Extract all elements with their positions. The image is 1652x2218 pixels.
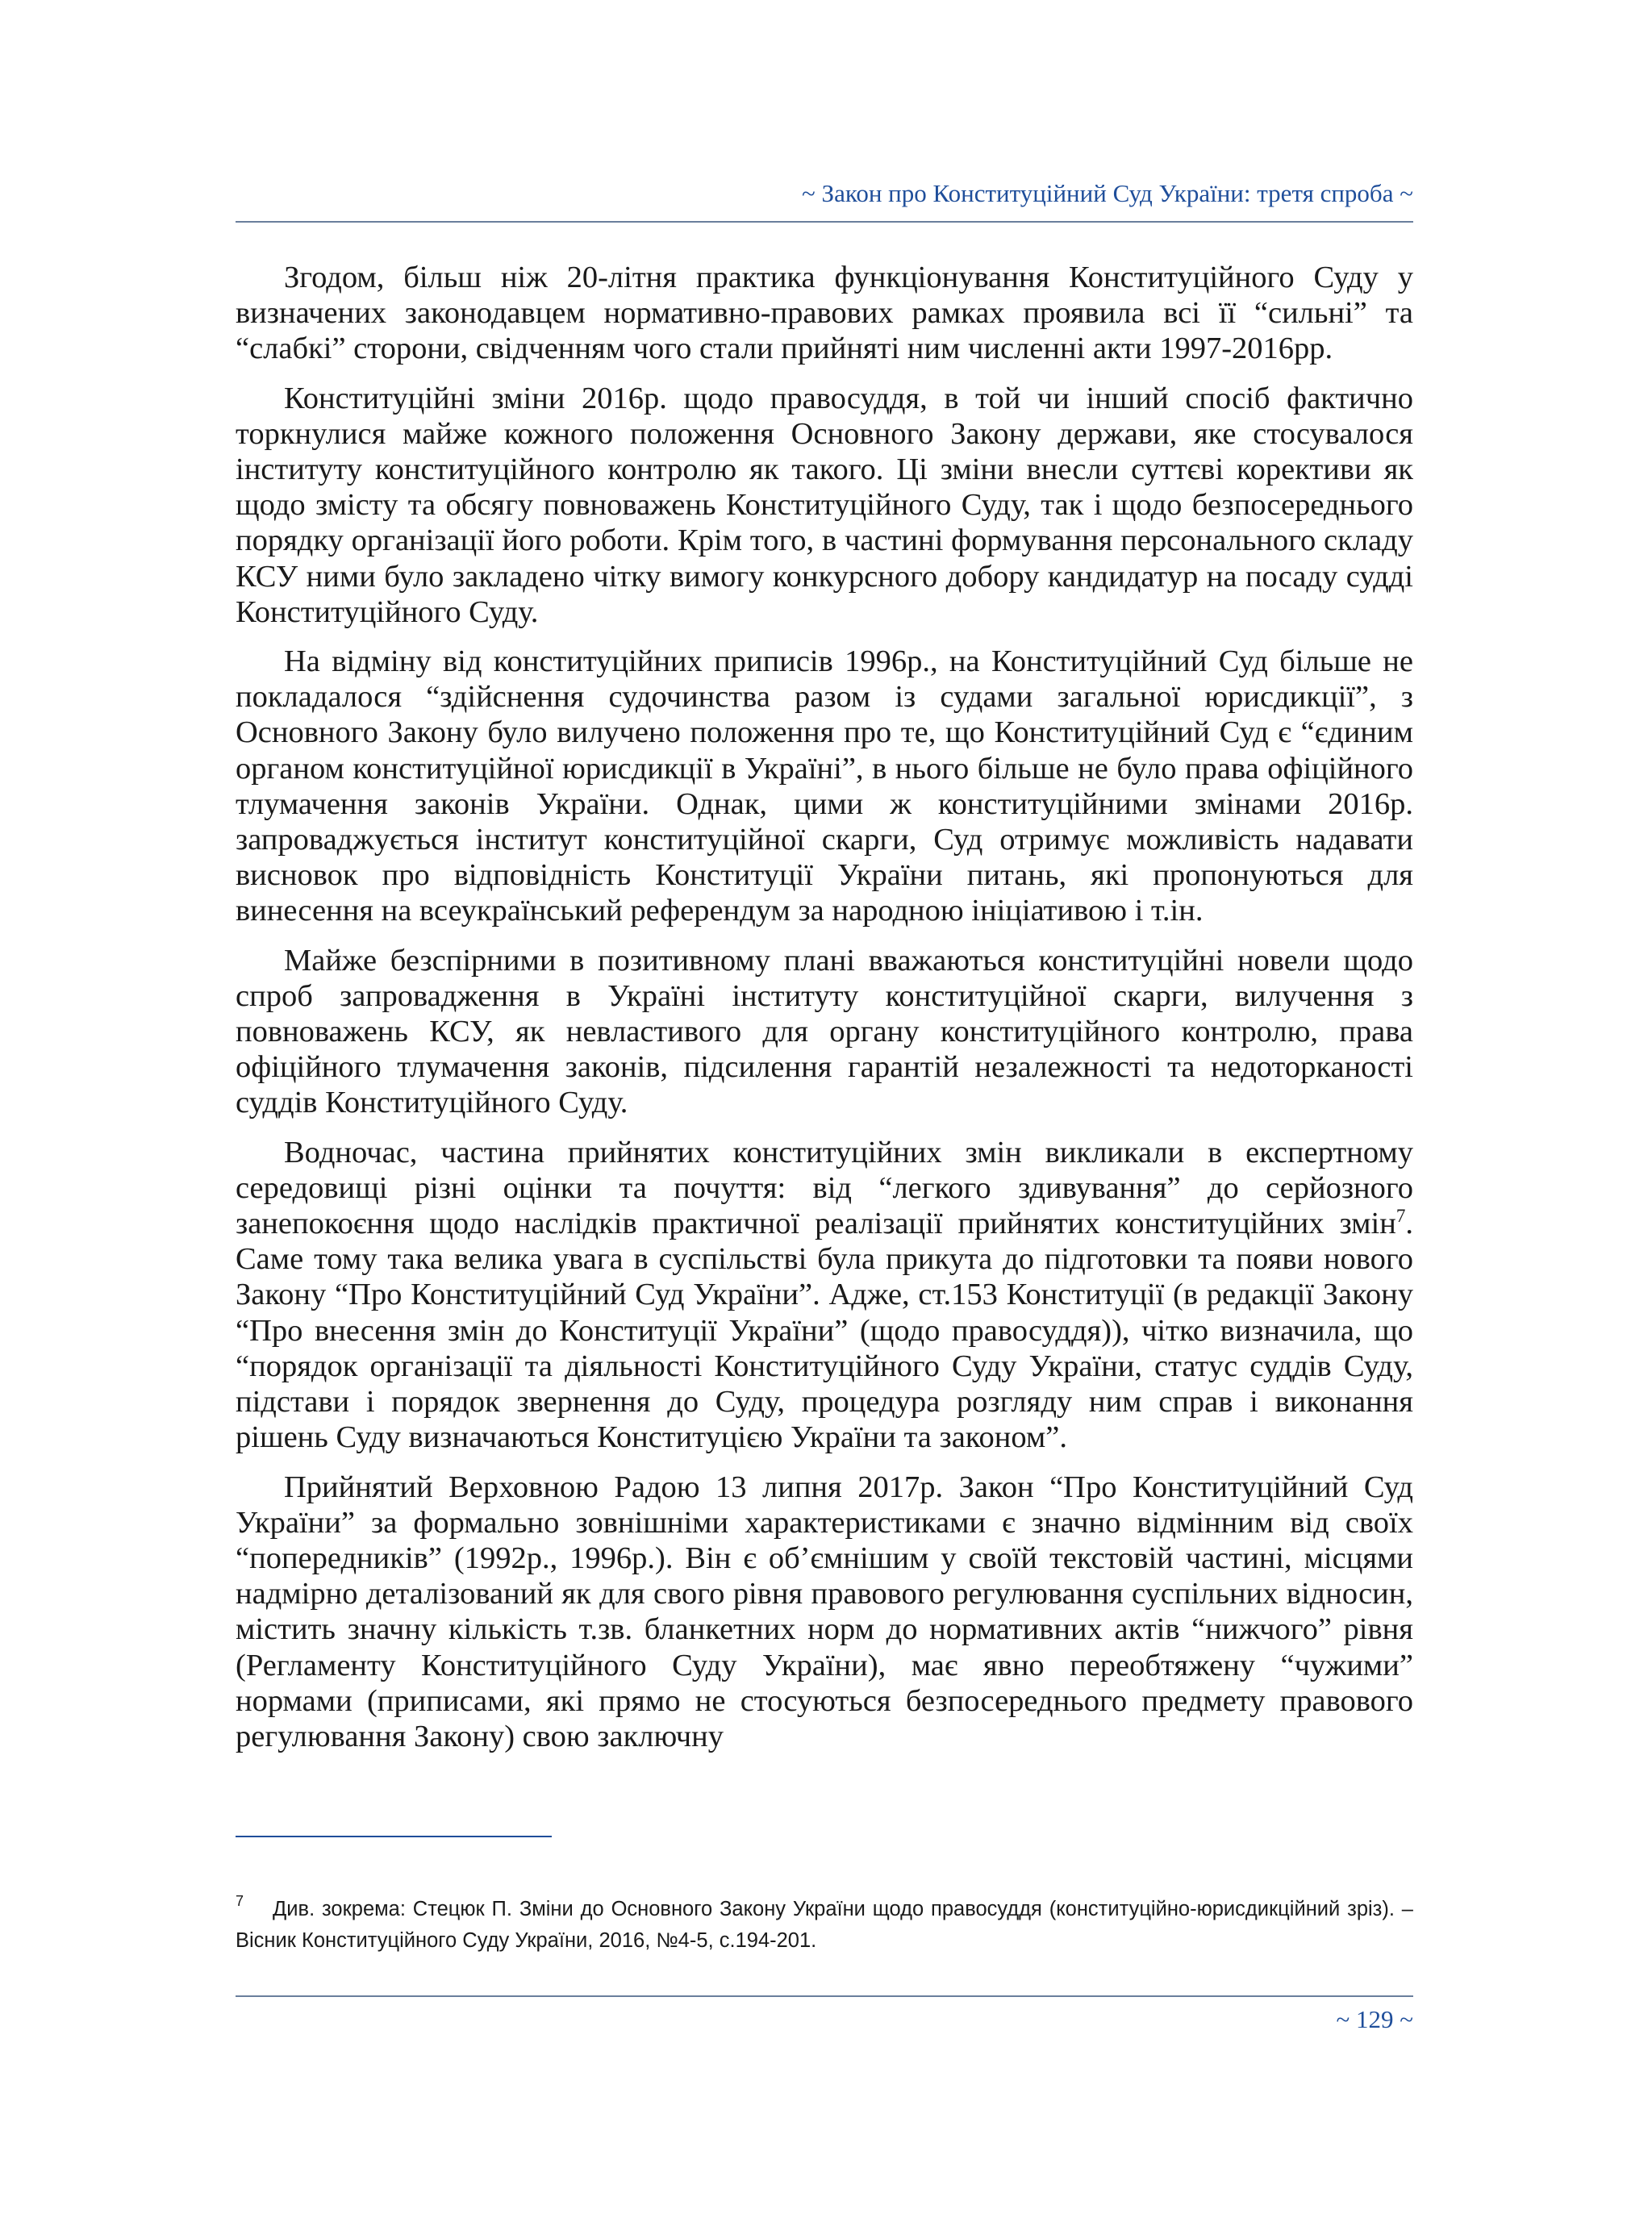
footnote-divider bbox=[236, 1836, 552, 1837]
paragraph: Конституційні зміни 2016р. щодо правосуддя, в той чи інший спосіб фактично торкнулися майже кожного положення Основного Закону держави, яке стосувалося інституту конституційного контролю як такого. Ці зміни внесли суттєві корективи як щодо змісту та обсягу повноважень Конституційного Суду, так і щодо безпосереднього порядку організації його роботи. Крім того, в частині формування персонального складу КСУ ними було закладено чітку вимогу конкурсного добору кандидатур на посаду судді Конституційного Суду. bbox=[236, 381, 1413, 629]
footnote bbox=[236, 1886, 1413, 1957]
footer-divider bbox=[236, 1995, 1413, 1997]
main-text bbox=[236, 260, 1413, 1768]
paragraph-text: Водночас, частина прийнятих конституційних змін викликали в експертному середовищі різні оцінки та почуття: від “легкого здивування” до серйозного занепокоєння щодо наслідків практичної реалізації прийнятих конституційних змін bbox=[236, 1135, 1413, 1241]
footnote-text: Див. зокрема: Стецюк П. Зміни до Основного Закону України щодо правосуддя (конституційно-юрисдикційний зріз). – Вісник Конституційного Суду України, 2016, №4-5, с.194-201. bbox=[236, 1898, 1413, 1952]
running-header: ~ Закон про Конституційний Суд України: третя спроба ~ bbox=[802, 179, 1413, 207]
footnote-number: 7 bbox=[236, 1893, 244, 1909]
page-number: ~ 129 ~ bbox=[1336, 2005, 1413, 2033]
footnote-reference[interactable]: 7 bbox=[1395, 1205, 1406, 1227]
paragraph: На відміну від конституційних приписів 1996р., на Конституційний Суд більше не покладалося “здійснення судочинства разом із судами загальної юрисдикції”, з Основного Закону було вилучено положення про те, що Конституційний Суд є “єдиним органом конституційної юрисдикції в Україні”, в нього більше не було права офіційного тлумачення законів України. Однак, цими ж конституційними змінами 2016р. запроваджується інститут конституційної скарги, Суд отримує можливість надавати висновок про відповідність Конституції України питань, які пропонуються для винесення на всеукраїнський референдум за народною ініціативою і т.ін. bbox=[236, 644, 1413, 928]
paragraph: Майже безспірними в позитивному плані вважаються конституційні новели щодо спроб запровадження в Україні інституту конституційної скарги, вилучення з повноважень КСУ, як невластивого для органу конституційного контролю, права офіційного тлумачення законів, підсилення гарантій незалежності та недоторканості суддів Конституційного Суду. bbox=[236, 943, 1413, 1120]
paragraph-text: Саме тому така велика увага в суспільстві була прикута до підготовки та появи нового Закону “Про Конституційний Суд України”. Адже, ст.153 Конституції (в редакції Закону “Про внесення змін до Конституції України” (щодо правосуддя)), чітко визначила, що “порядок організації та діяльності Конституційного Суду України, статус суддів Суду, підстави і порядок звернення до Суду, процедура розгляду ним справ і виконання рішень Суду визначаються Конституцією України та законом”. bbox=[236, 1242, 1413, 1455]
paragraph: Водночас, частина прийнятих конституційних змін викликали в експертному середовищі різні оцінки та почуття: від “легкого здивування” до серйозного занепокоєння щодо наслідків практичної реалізації прийнятих конституційних змін$^7$. Саме тому така велика увага в суспільстві була прикута до підготовки та появи нового Закону “Про Конституційний Суд України”. Адже, ст.153 Конституції (в редакції Закону “Про внесення змін до Конституції України” (щодо правосуддя)), чітко визначила, що “порядок організації та діяльності Конституційного Суду України, статус суддів Суду, підстави і порядок звернення до Суду, процедура розгляду ним справ і виконання рішень Суду визначаються Конституцією України та законом”. bbox=[236, 1135, 1413, 1455]
paragraph: Прийнятий Верховною Радою 13 липня 2017р. Закон “Про Конституційний Суд України” за формально зовнішніми характеристиками є значно відмінним від своїх “попередників” (1992р., 1996р.). Він є об’ємнішим у своїй текстовій частині, місцями надмірно деталізований як для свого рівня правового регулювання суспільних відносин, містить значну кількість т.зв. бланкетних норм до нормативних актів “нижчого” рівня (Регламенту Конституційного Суду України), має явно переобтяжену “чужими” нормами (приписами, які прямо не стосуються безпосереднього предмету правового регулювання Закону) свою заключну bbox=[236, 1470, 1413, 1753]
header-divider bbox=[236, 221, 1413, 223]
paragraph: Згодом, більш ніж 20-літня практика функціонування Конституційного Суду у визначених законодавцем нормативно-правових рамках проявила всі її “сильні” та “слабкі” сторони, свідченням чого стали прийняті ним численні акти 1997-2016рр. bbox=[236, 261, 1413, 366]
